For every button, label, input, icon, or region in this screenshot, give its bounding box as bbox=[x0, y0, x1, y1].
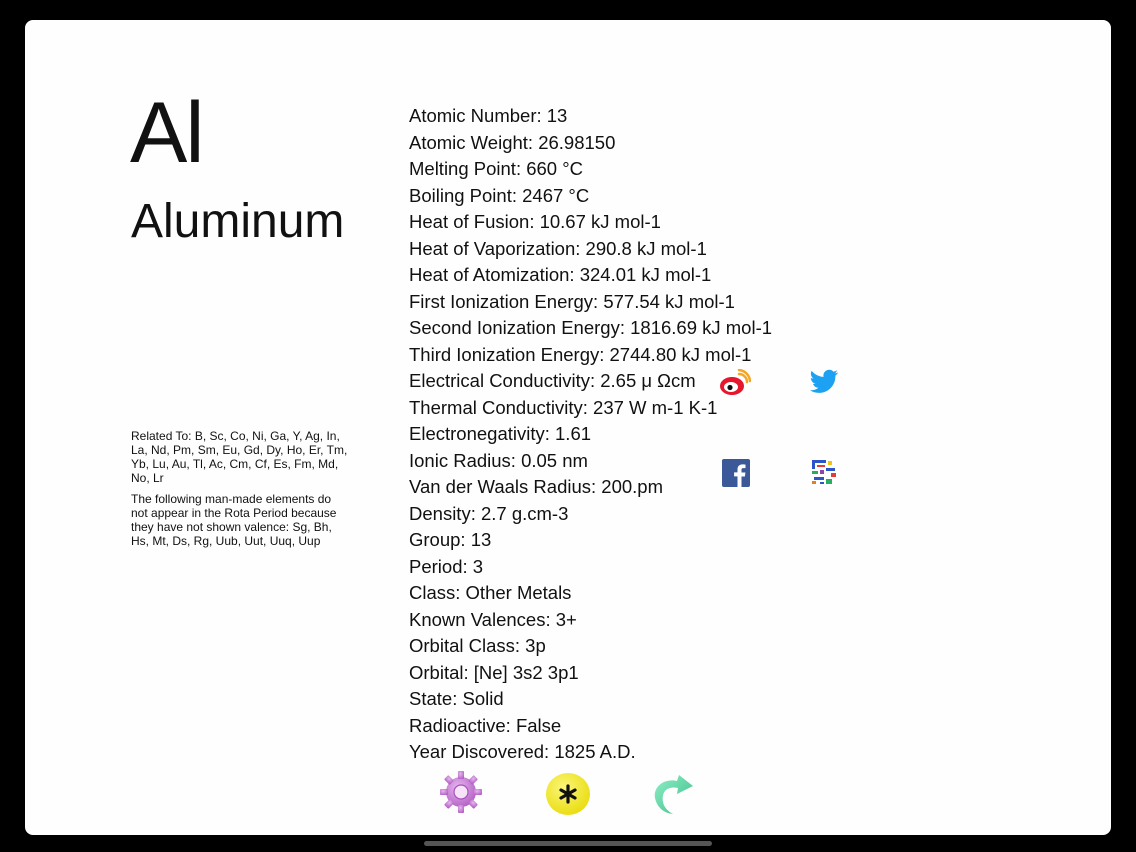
property-atomic-number: Atomic Number: 13 bbox=[409, 105, 568, 126]
app-screen bbox=[25, 20, 1111, 835]
property-electronegativity: Electronegativity: 1.61 bbox=[409, 423, 592, 444]
weibo-icon bbox=[719, 369, 751, 397]
home-indicator[interactable] bbox=[424, 841, 712, 846]
facebook-share-button[interactable] bbox=[722, 459, 750, 487]
property-heat-of-vaporization: Heat of Vaporization: 290.8 kJ mol-1 bbox=[409, 237, 707, 259]
property-van-der-waals-radius: Van der Waals Radius: 200.pm bbox=[409, 476, 663, 497]
qr-code-icon bbox=[811, 459, 837, 485]
element-symbol: Al bbox=[130, 85, 203, 181]
property-thermal-conductivity: Thermal Conductivity: 237 W m-1 K-1 bbox=[409, 396, 718, 418]
property-year-discovered: Year Discovered: 1825 A.D. bbox=[409, 741, 636, 762]
property-first-ionization-energy: First Ionization Energy: 577.54 kJ mol-1 bbox=[409, 290, 735, 312]
twitter-icon bbox=[809, 369, 839, 395]
property-orbital: Orbital: [Ne] 3s2 3p1 bbox=[409, 661, 579, 683]
facebook-icon bbox=[722, 459, 750, 487]
property-class: Class: Other Metals bbox=[409, 582, 572, 603]
property-ionic-radius: Ionic Radius: 0.05 nm bbox=[409, 449, 588, 471]
property-radioactive: Radioactive: False bbox=[409, 714, 562, 736]
asterisk-icon bbox=[545, 772, 591, 816]
weibo-share-button[interactable] bbox=[719, 369, 751, 397]
property-heat-of-atomization: Heat of Atomization: 324.01 kJ mol-1 bbox=[409, 264, 712, 285]
property-third-ionization-energy: Third Ionization Energy: 2744.80 kJ mol-1 bbox=[409, 343, 752, 365]
twitter-share-button[interactable] bbox=[809, 369, 839, 395]
property-atomic-weight: Atomic Weight: 26.98150 bbox=[409, 131, 616, 153]
related-elements-text: Related To: B, Sc, Co, Ni, Ga, Y, Ag, In, La, Nd, Pm, Sm, Eu, Gd, Dy, Ho, Er, Tm, Yb, Lu, Au, Tl, Ac, Cm, Cf, Es, Fm, Md, No, Lr bbox=[131, 429, 348, 485]
qr-code-button[interactable] bbox=[811, 459, 837, 485]
property-second-ionization-energy: Second Ionization Energy: 1816.69 kJ mol-1 bbox=[409, 317, 773, 338]
refresh-button[interactable] bbox=[649, 772, 697, 816]
property-electrical-conductivity: Electrical Conductivity: 2.65 μ Ωcm bbox=[409, 370, 696, 391]
property-group: Group: 13 bbox=[409, 529, 492, 550]
favorite-asterisk-button[interactable] bbox=[545, 772, 591, 816]
property-orbital-class: Orbital Class: 3p bbox=[409, 635, 546, 656]
element-properties-list bbox=[409, 103, 772, 766]
property-known-valences: Known Valences: 3+ bbox=[409, 608, 577, 630]
property-heat-of-fusion: Heat of Fusion: 10.67 kJ mol-1 bbox=[409, 211, 661, 232]
element-name: Aluminum bbox=[131, 195, 345, 248]
property-melting-point: Melting Point: 660 °C bbox=[409, 158, 583, 179]
refresh-arrow-icon bbox=[649, 772, 697, 816]
property-state: State: Solid bbox=[409, 688, 504, 709]
settings-gear-button[interactable] bbox=[439, 770, 483, 814]
property-period: Period: 3 bbox=[409, 555, 484, 577]
property-boiling-point: Boiling Point: 2467 °C bbox=[409, 184, 590, 206]
gear-icon bbox=[439, 770, 483, 814]
property-density: Density: 2.7 g.cm-3 bbox=[409, 502, 569, 524]
man-made-elements-note: The following man-made elements do not appear in the Rota Period because they have not shown valence: Sg, Bh, Hs, Mt, Ds, Rg, Uub, Uut, Uuq, Uup bbox=[131, 492, 337, 548]
